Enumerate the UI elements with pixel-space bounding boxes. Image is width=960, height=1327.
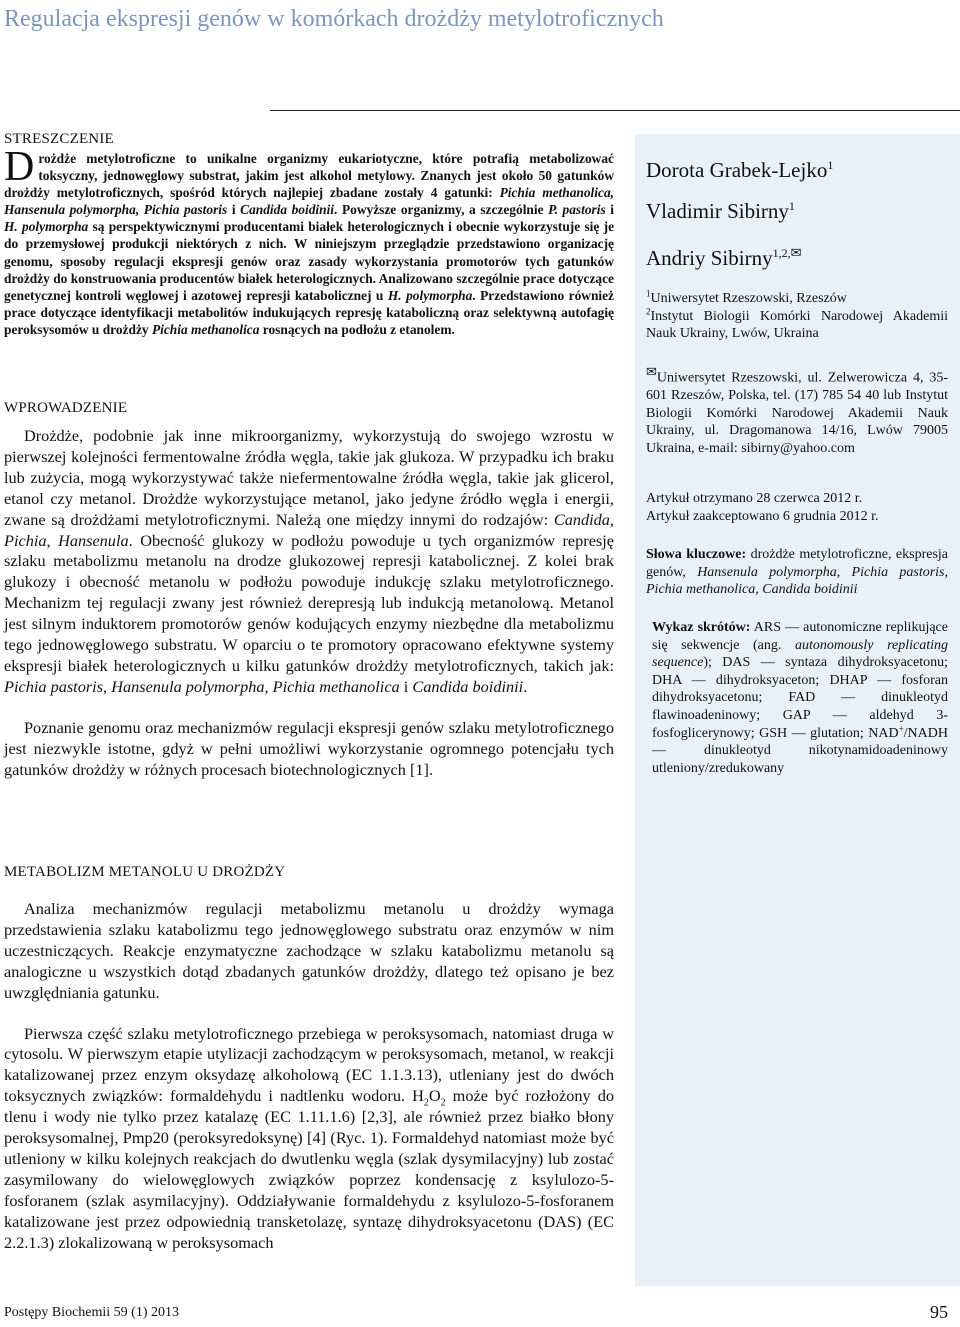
accepted-date: Artykuł zaakceptowano 6 grudnia 2012 r. <box>646 508 879 524</box>
article-dates <box>646 490 948 525</box>
abstract-heading: STRESZCZENIE <box>4 131 114 147</box>
received-date: Artykuł otrzymano 28 czerwca 2012 r. <box>646 491 863 506</box>
intro-paragraph-1: Drożdże, podobnie jak inne mikroorganizmy, wykorzystują do swojego wzrostu w pierwszej kolejności fermentowalne źródła węgla, takie jak glukoza. W przypadku ich braku lub zużycia, mogą wykorzystywać także niefermentowalne źródła węgla, takie jak glicerol, etanol czy metanol. Drożdże wykorzystujące metanol, jako jedyne źródło węgla i energii, zwane są drożdżami metylotroficznymi. Należą one między innymi do rodzajów: Candida, Pichia, Hansenula. Obecność glukozy w podłożu powoduje u tych organizmów represję szlaku metabolizmu metanolu na drodze glukozowej represji katabolicznej. Z kolei brak glukozy i obecność metanolu w podłożu powoduje indukcję szlaku metylotroficznego. Mechanizm tej regulacji zwany jest również derepresją lub indukcją metanolową. Metanol jest silnym induktorem promotorów genów kodujących enzymy niezbędne dla metabolizmu tego jednowęglowego substratu. W oparciu o te promotory opracowano efektywne systemy ekspresji białek heterologicznych u kilku gatunków drożdży metylotroficznych, takich jak: Pichia pastoris, Hansenula polymorpha, Pichia methanolica i Candida boidinii. <box>4 426 615 696</box>
keywords: Słowa kluczowe: drożdże metylotroficzne, ekspresja genów, Hansenula polymorpha, Pichia pastoris, Pichia methanolica, Candida boidinii <box>646 547 948 598</box>
intro-heading: WPROWADZENIE <box>4 400 128 416</box>
journal-citation: Postępy Biochemii 59 (1) 2013 <box>4 1305 179 1320</box>
page-number: 95 <box>930 1302 948 1322</box>
envelope-icon: ✉ <box>646 364 657 379</box>
keywords-label: Słowa kluczowe: <box>646 547 747 562</box>
author-1: Dorota Grabek-Lejko$^1$ <box>646 158 834 182</box>
affiliations <box>646 290 948 343</box>
abbreviations: Wykaz skrótów: ARS — autonomiczne replikujące się sekwencje (ang. autonomously replicating sequence); DAS — syntaza dihydroksyacetonu; DHA — dihydroksyaceton; DHAP — fosforan dihydroksyacetonu; FAD — dinukleotyd flawinoadeninowy; GAP — aldehyd 3-fosfoglicerynowy; GSH — glutation; NAD+/NADH — dinukleotyd nikotynamidoadeninowy utleniony/zredukowany <box>652 620 949 776</box>
metabolism-paragraph-2: Pierwsza część szlaku metylotroficznego przebiega w peroksysomach, natomiast druga w cytosolu. W pierwszym etapie utylizacji zachodzącym w peroksysomach, metanol, w reakcji katalizowanej przez enzym oksydazę alkoholową (EC 1.1.3.13), utleniany jest do dwóch toksycznych związków: formaldehydu i nadtlenku wodoru. $H_2O_2$ może być rozłożony do tlenu i wody nie tylko przez katalazę (EC 1.11.1.6) [2,3], ale również przez białko błony peroksysomalnej, Pmp20 (peroksyredoksynę) [4] (Ryc. 1). Formaldehyd natomiast może być utleniony w kilku kolejnych reakcjach do dwutlenku węgla (szlak dysymilacyjny) lub zostać zasymilowany do wielowęglowych związków poprzez kondensację z ksylulozo-5-fosforanem (szlak asymilacyjny). Oddziaływanie formaldehydu z ksylulozo-5-fosforanem katalizowane jest przez odpowiednią transketolazę, syntazę dihydroksyacetonu (DAS) (EC 2.2.1.3) zlokalizowaną w peroksysomach <box>4 1023 614 1252</box>
affiliation-1: $^1$Uniwersytet Rzeszowski, Rzeszów <box>646 288 847 306</box>
intro-paragraph-2: Poznanie genomu oraz mechanizmów regulacji ekspresji genów szlaku metylotroficznego jest niezwykle istotne, gdyż w pełni umożliwi wykorzystanie ogromnego potencjału tych gatunków drożdży w różnych procesach biotechnologicznych [1]. <box>4 717 614 779</box>
drop-cap: D <box>4 144 35 190</box>
abbreviations-label: Wykaz skrótów: <box>652 620 751 635</box>
author-list <box>646 150 946 279</box>
author-2: Vladimir Sibirny$^1$ <box>646 199 795 223</box>
affiliation-2: $^2$Instytut Biologii Komórki Narodowej Akademii Nauk Ukrainy, Lwów, Ukraina <box>646 305 948 342</box>
metabolism-paragraph-1: Analiza mechanizmów regulacji metabolizmu metanolu u drożdży wymaga przedstawienia szlaku katabolizmu tego jednowęglowego substratu oraz enzymów w nim uczestniczących. Reakcje enzymatyczne zachodzące w szlaku katabolizmu metanolu są analogiczne u wszystkich dotąd zbadanych gatunków drożdży, dlatego też opisano je bez uwzględniania gatunku. <box>4 899 614 1002</box>
title-rule <box>270 110 960 111</box>
abstract-text: Drożdże metylotroficzne to unikalne organizmy eukariotyczne, które potrafią metabolizować toksyczny, jednowęglowy substrat, jakim jest alkohol metylowy. Znanych jest około 50 gatunków drożdży metylotroficznych, spośród których najlepiej zbadane zostały 4 gatunki: Pichia methanolica, Hansenula polymorpha, Pichia pastoris i Candida boidinii. Powyższe organizmy, a szczególnie P. pastoris i H. polymorpha są perspektywicznymi producentami białek heterologicznych i obecnie wykorzystuje się je do przemysłowej produkcji niektórych z nich. W niniejszym przeglądzie przedstawiono organizację genomu, sposoby regulacji ekspresji genów oraz zasady wykorzystania promotorów tych gatunków drożdży do konstruowania producentów białek heterologicznych. Analizowano szczególnie prace dotyczące genetycznej kontroli węglowej i azotowej represji katabolicznej u H. polymorpha. Przedstawiono również prace dotyczące identyfikacji metabolitów indukujących represję kataboliczną oraz selektywną autofagię peroksysomów u drożdży Pichia methanolica rosnących na podłożu z etanolem. <box>4 144 615 337</box>
abstract-section <box>4 131 614 338</box>
envelope-icon: ✉ <box>790 245 802 260</box>
metabolism-heading: METABOLIZM METANOLU U DROŻDŻY <box>4 864 286 880</box>
metabolism-section <box>4 864 614 1254</box>
correspondence: ✉Uniwersytet Rzeszowski, ul. Zelwerowicza 4, 35-601 Rzeszów, Polska, tel. (17) 785 54 40 lub Instytut Biologii Komórki Narodowej Akademii Nauk Ukrainy, ul. Dragomanowa 14/16, Lwów 79005 Ukraina, e-mail: sibirny@yahoo.com <box>646 364 948 457</box>
article-title: Regulacja ekspresji genów w komórkach drożdży metylotroficznych <box>4 6 664 32</box>
intro-section <box>4 400 614 781</box>
author-3: Andriy Sibirny$^{1,2,✉}$ <box>646 245 802 270</box>
